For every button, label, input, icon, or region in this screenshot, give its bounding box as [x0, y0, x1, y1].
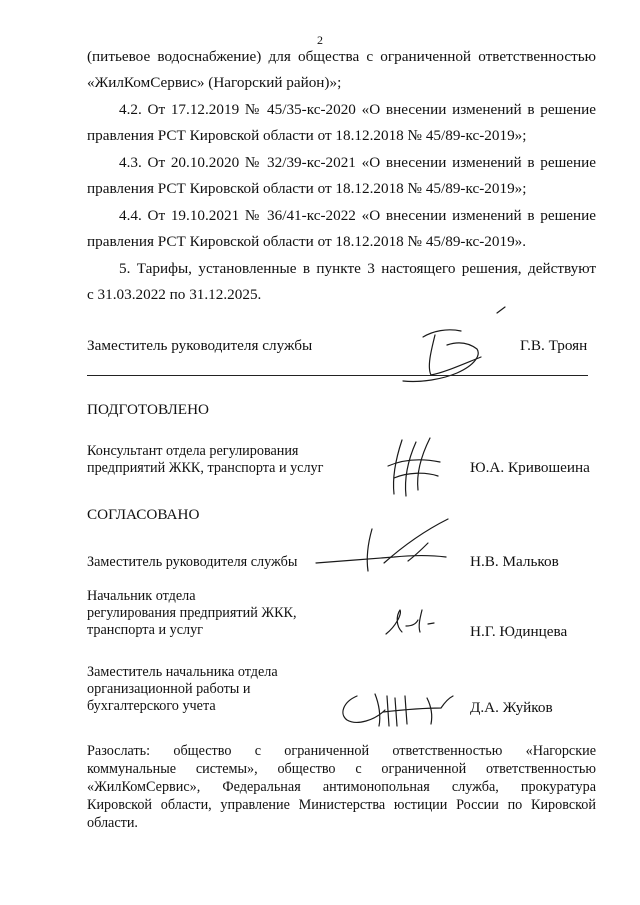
- page-number: 2: [317, 33, 323, 47]
- agreed-2-position-line-3: транспорта и услуг: [87, 622, 203, 638]
- paragraph-4-4-line-1: 4.4. От 19.10.2021 № 36/41-кс-2022 «О внесении изменений в решение: [119, 207, 596, 224]
- agreed-2-position-line-1: Начальник отдела: [87, 588, 196, 604]
- paragraph-5-line-2: с 31.03.2022 по 31.12.2025.: [87, 286, 262, 303]
- agreed-1-name: Н.В. Мальков: [470, 553, 559, 570]
- agreed-heading: СОГЛАСОВАНО: [87, 506, 200, 523]
- agreed-2-signature: [382, 606, 442, 641]
- agreed-2-position-line-2: регулирования предприятий ЖКК,: [87, 605, 297, 621]
- signature-divider: [87, 375, 588, 376]
- agreed-1-position: Заместитель руководителя службы: [87, 554, 298, 570]
- paragraph-4-4-line-2: правления РСТ Кировской области от 18.12.2018 № 45/89-кс-2019».: [87, 233, 527, 250]
- paragraph-1-line-1: (питьевое водоснабжение) для общества с ограниченной ответственностью: [87, 48, 596, 65]
- signatory-signature: [385, 295, 515, 385]
- prepared-position-line-2: предприятий ЖКК, транспорта и услуг: [87, 460, 324, 476]
- agreed-3-position-line-2: организационной работы и: [87, 681, 251, 697]
- agreed-2-name: Н.Г. Юдинцева: [470, 623, 568, 640]
- distribution-line-4: Кировской области, управление Министерства юстиции России по Кировской: [87, 797, 596, 813]
- distribution-line-5: области.: [87, 815, 138, 831]
- distribution-line-2: коммунальные системы», общество с ограниченной ответственностью: [87, 761, 596, 777]
- paragraph-4-2-line-1: 4.2. От 17.12.2019 № 45/35-кс-2020 «О внесении изменений в решение: [119, 101, 596, 118]
- paragraph-5-line-1: 5. Тарифы, установленные в пункте 3 настоящего решения, действуют: [119, 260, 596, 277]
- distribution-line-1: Разослать: общество с ограниченной ответственностью «Нагорские: [87, 743, 596, 759]
- agreed-3-position-line-1: Заместитель начальника отдела: [87, 664, 278, 680]
- agreed-1-signature: [310, 515, 460, 580]
- paragraph-4-3-line-2: правления РСТ Кировской области от 18.12.2018 № 45/89-кс-2019»;: [87, 180, 527, 197]
- agreed-3-position-line-3: бухгалтерского учета: [87, 698, 216, 714]
- signatory-position: Заместитель руководителя службы: [87, 337, 313, 354]
- distribution-line-3: «ЖилКомСервис», Федеральная антимонопольная служба, прокуратура: [87, 779, 596, 795]
- prepared-position-line-1: Консультант отдела регулирования: [87, 443, 299, 459]
- paragraph-4-2-line-2: правления РСТ Кировской области от 18.12.2018 № 45/89-кс-2019»;: [87, 127, 527, 144]
- paragraph-1-line-2: «ЖилКомСервис» (Нагорский район)»;: [87, 74, 342, 91]
- prepared-heading: ПОДГОТОВЛЕНО: [87, 401, 210, 418]
- agreed-3-name: Д.А. Жуйков: [470, 699, 553, 716]
- signatory-name: Г.В. Троян: [520, 337, 588, 354]
- prepared-signature: [380, 432, 450, 502]
- paragraph-4-3-line-1: 4.3. От 20.10.2020 № 32/39-кс-2021 «О внесении изменений в решение: [119, 154, 596, 171]
- agreed-3-signature: [335, 686, 460, 736]
- prepared-name: Ю.А. Кривошеина: [470, 459, 590, 476]
